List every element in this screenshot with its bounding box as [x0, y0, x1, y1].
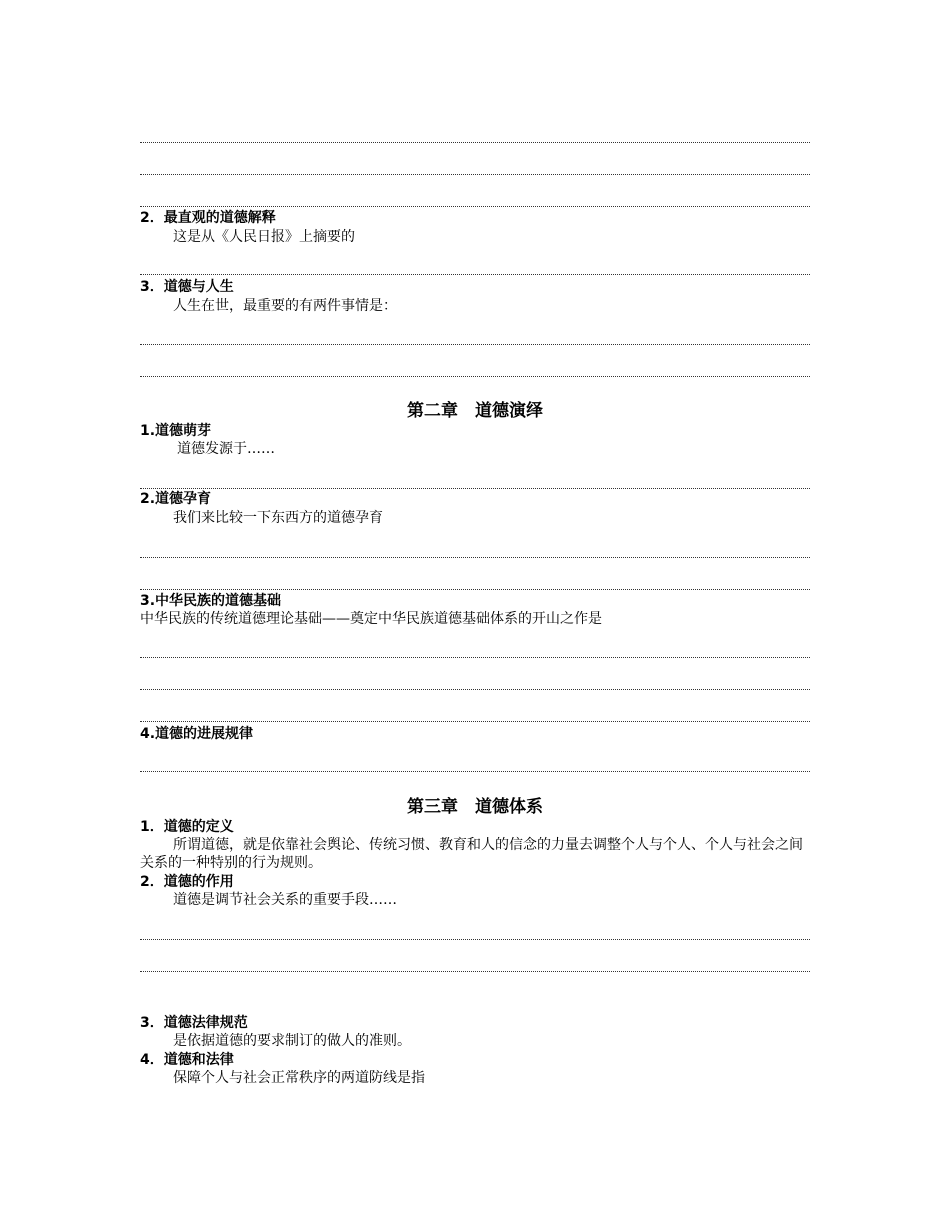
section-heading: 4.道德的进展规律: [140, 726, 254, 742]
section-heading: 2.道德孕育: [140, 491, 212, 507]
answer-line: [140, 657, 810, 658]
answer-line: [140, 174, 810, 175]
paragraph: 中华民族的传统道德理论基础——奠定中华民族道德基础体系的开山之作是: [140, 611, 602, 627]
paragraph: 道德是调节社会关系的重要手段……: [173, 892, 397, 908]
section-heading: 2．道德的作用: [140, 874, 234, 890]
answer-line: [140, 939, 810, 940]
section-heading: 3．道德法律规范: [140, 1015, 248, 1031]
answer-line: [140, 971, 810, 972]
answer-line: [140, 274, 810, 275]
paragraph: 道德发源于……: [177, 441, 275, 457]
section-heading: 1.道德萌芽: [140, 423, 212, 439]
answer-line: [140, 689, 810, 690]
chapter-title: 第三章 道德体系: [407, 797, 543, 817]
answer-line: [140, 771, 810, 772]
answer-line: [140, 376, 810, 377]
paragraph: 保障个人与社会正常秩序的两道防线是指: [173, 1070, 425, 1086]
section-heading: 1．道德的定义: [140, 819, 234, 835]
section-heading: 3．道德与人生: [140, 279, 234, 295]
section-heading: 3.中华民族的道德基础: [140, 593, 282, 609]
answer-line: [140, 589, 810, 590]
answer-line: [140, 488, 810, 489]
paragraph: 我们来比较一下东西方的道德孕育: [173, 510, 383, 526]
answer-line: [140, 344, 810, 345]
answer-line: [140, 206, 810, 207]
chapter-title: 第二章 道德演绎: [407, 401, 543, 421]
answer-line: [140, 142, 810, 143]
section-heading: 2．最直观的道德解释: [140, 210, 276, 226]
section-heading: 4．道德和法律: [140, 1052, 234, 1068]
paragraph: 是依据道德的要求制订的做人的准则。: [173, 1033, 411, 1049]
paragraph: 人生在世，最重要的有两件事情是：: [173, 298, 397, 314]
paragraph: 这是从《人民日报》上摘要的: [173, 229, 355, 245]
answer-line: [140, 721, 810, 722]
paragraph: 所谓道德，就是依靠社会舆论、传统习惯、教育和人的信念的力量去调整个人与个人、个人与社会之间关系的一种特别的行为规则。: [140, 837, 803, 871]
answer-line: [140, 557, 810, 558]
